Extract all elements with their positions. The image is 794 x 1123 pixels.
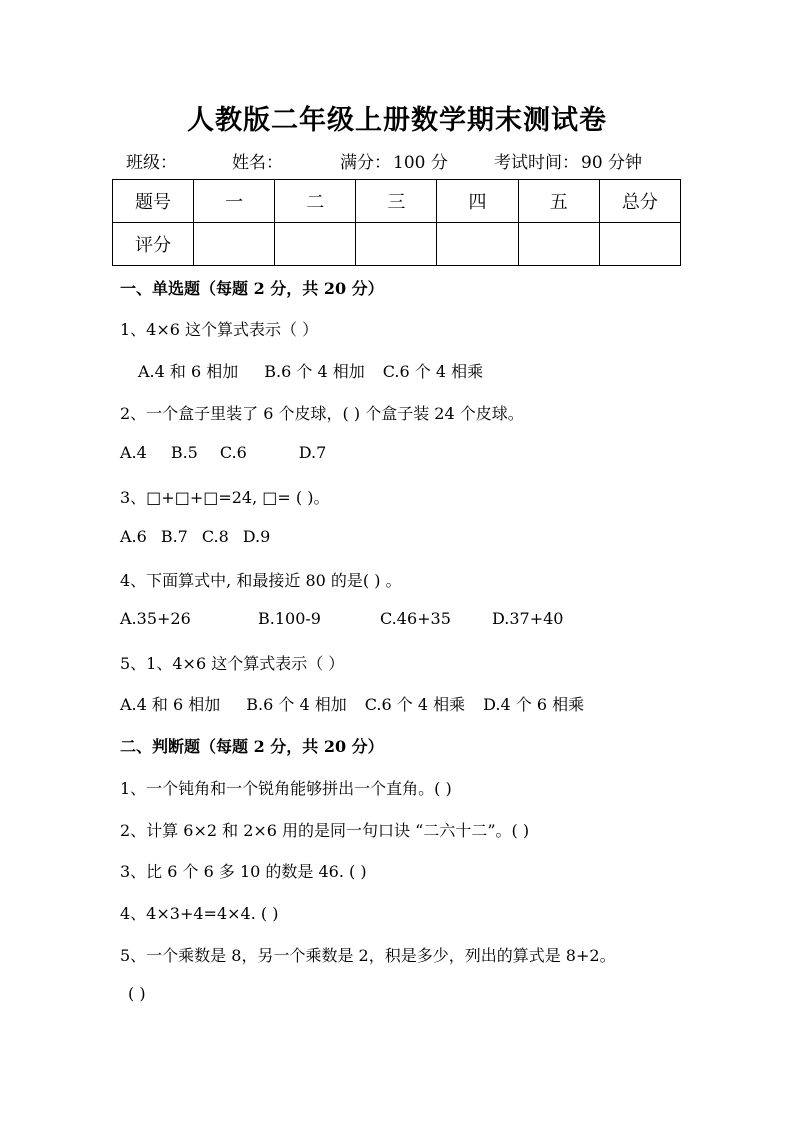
score-table-score-row bbox=[113, 223, 681, 266]
s1-question-5-options bbox=[120, 692, 584, 715]
s1-question-3-options bbox=[120, 527, 270, 546]
full-score-value: 100 分 bbox=[393, 153, 448, 173]
option: C.6 个 4 相乘 bbox=[364, 695, 466, 714]
header-cell-total: 总分 bbox=[599, 180, 680, 223]
option: B.100-9 bbox=[258, 609, 321, 628]
option: A.6 bbox=[120, 527, 147, 546]
option: C.46+35 bbox=[380, 609, 451, 628]
s1-question-4: 4、下面算式中, 和最接近 80 的是( ) 。 bbox=[120, 571, 402, 590]
score-cell-4[interactable] bbox=[437, 223, 518, 266]
s2-question-5-answer-paren: ( ) bbox=[128, 984, 146, 1003]
class-label: 班级： bbox=[126, 153, 177, 173]
score-cell-3[interactable] bbox=[356, 223, 437, 266]
option: D.4 个 6 相乘 bbox=[483, 695, 585, 714]
exam-title: 人教版二年级上册数学期末测试卷 bbox=[187, 105, 607, 136]
header-cell-4: 四 bbox=[437, 180, 518, 223]
s1-question-1-options bbox=[138, 359, 483, 382]
exam-time-field bbox=[494, 148, 642, 173]
s2-question-4: 4、4×3+4=4×4. ( ) bbox=[120, 904, 279, 923]
header-cell-question-no: 题号 bbox=[113, 180, 194, 223]
option: B.5 bbox=[170, 443, 198, 462]
exam-time-value: 90 分钟 bbox=[581, 153, 643, 173]
s1-question-3: 3、□+□+□=24, □= ( )。 bbox=[120, 488, 330, 507]
s2-question-3: 3、比 6 个 6 多 10 的数是 46. ( ) bbox=[120, 862, 367, 881]
header-cell-2: 二 bbox=[275, 180, 356, 223]
name-label: 姓名： bbox=[232, 153, 283, 173]
score-cell-total[interactable] bbox=[599, 223, 680, 266]
option: A.4 bbox=[120, 443, 147, 462]
header-cell-5: 五 bbox=[518, 180, 599, 223]
option: A.4 和 6 相加 bbox=[120, 695, 221, 714]
full-score-field bbox=[340, 148, 448, 173]
s1-question-1: 1、4×6 这个算式表示（ ） bbox=[120, 320, 319, 339]
section-2-heading: 二、判断题（每题 2 分，共 20 分） bbox=[120, 737, 384, 756]
option: C.6 bbox=[219, 443, 247, 462]
score-table-header-row bbox=[113, 180, 681, 223]
exam-time-label: 考试时间： bbox=[494, 153, 579, 173]
option: C.8 bbox=[201, 527, 229, 546]
header-cell-1: 一 bbox=[194, 180, 275, 223]
score-table bbox=[112, 179, 681, 266]
s2-question-2: 2、计算 6×2 和 2×6 用的是同一句口诀 “二六十二”。( ) bbox=[120, 821, 530, 840]
section-1-heading: 一、单选题（每题 2 分，共 20 分） bbox=[120, 279, 384, 298]
header-cell-3: 三 bbox=[356, 180, 437, 223]
option: C.6 个 4 相乘 bbox=[382, 362, 484, 381]
option: A.4 和 6 相加 bbox=[138, 362, 239, 381]
option: B.6 个 4 相加 bbox=[246, 695, 347, 714]
s1-question-5: 5、1、4×6 这个算式表示（ ） bbox=[120, 654, 345, 673]
class-field bbox=[126, 148, 177, 173]
option: B.7 bbox=[160, 527, 188, 546]
full-score-label: 满分： bbox=[340, 153, 391, 173]
s1-question-4-options bbox=[120, 609, 563, 628]
s2-question-5: 5、一个乘数是 8，另一个乘数是 2，积是多少，列出的算式是 8+2。 bbox=[120, 946, 616, 965]
option: D.7 bbox=[298, 443, 327, 462]
option: D.37+40 bbox=[492, 609, 564, 628]
s2-question-1: 1、一个钝角和一个锐角能够拼出一个直角。( ) bbox=[120, 779, 452, 798]
score-cell-1[interactable] bbox=[194, 223, 275, 266]
s1-question-2-options bbox=[120, 443, 326, 462]
name-field bbox=[232, 148, 283, 173]
score-cell-5[interactable] bbox=[518, 223, 599, 266]
option: A.35+26 bbox=[120, 609, 191, 628]
s1-question-2: 2、一个盒子里装了 6 个皮球，( ) 个盒子装 24 个皮球。 bbox=[120, 404, 524, 423]
option: B.6 个 4 相加 bbox=[264, 362, 365, 381]
option: D.9 bbox=[242, 527, 271, 546]
score-cell-2[interactable] bbox=[275, 223, 356, 266]
score-row-label: 评分 bbox=[113, 223, 194, 266]
